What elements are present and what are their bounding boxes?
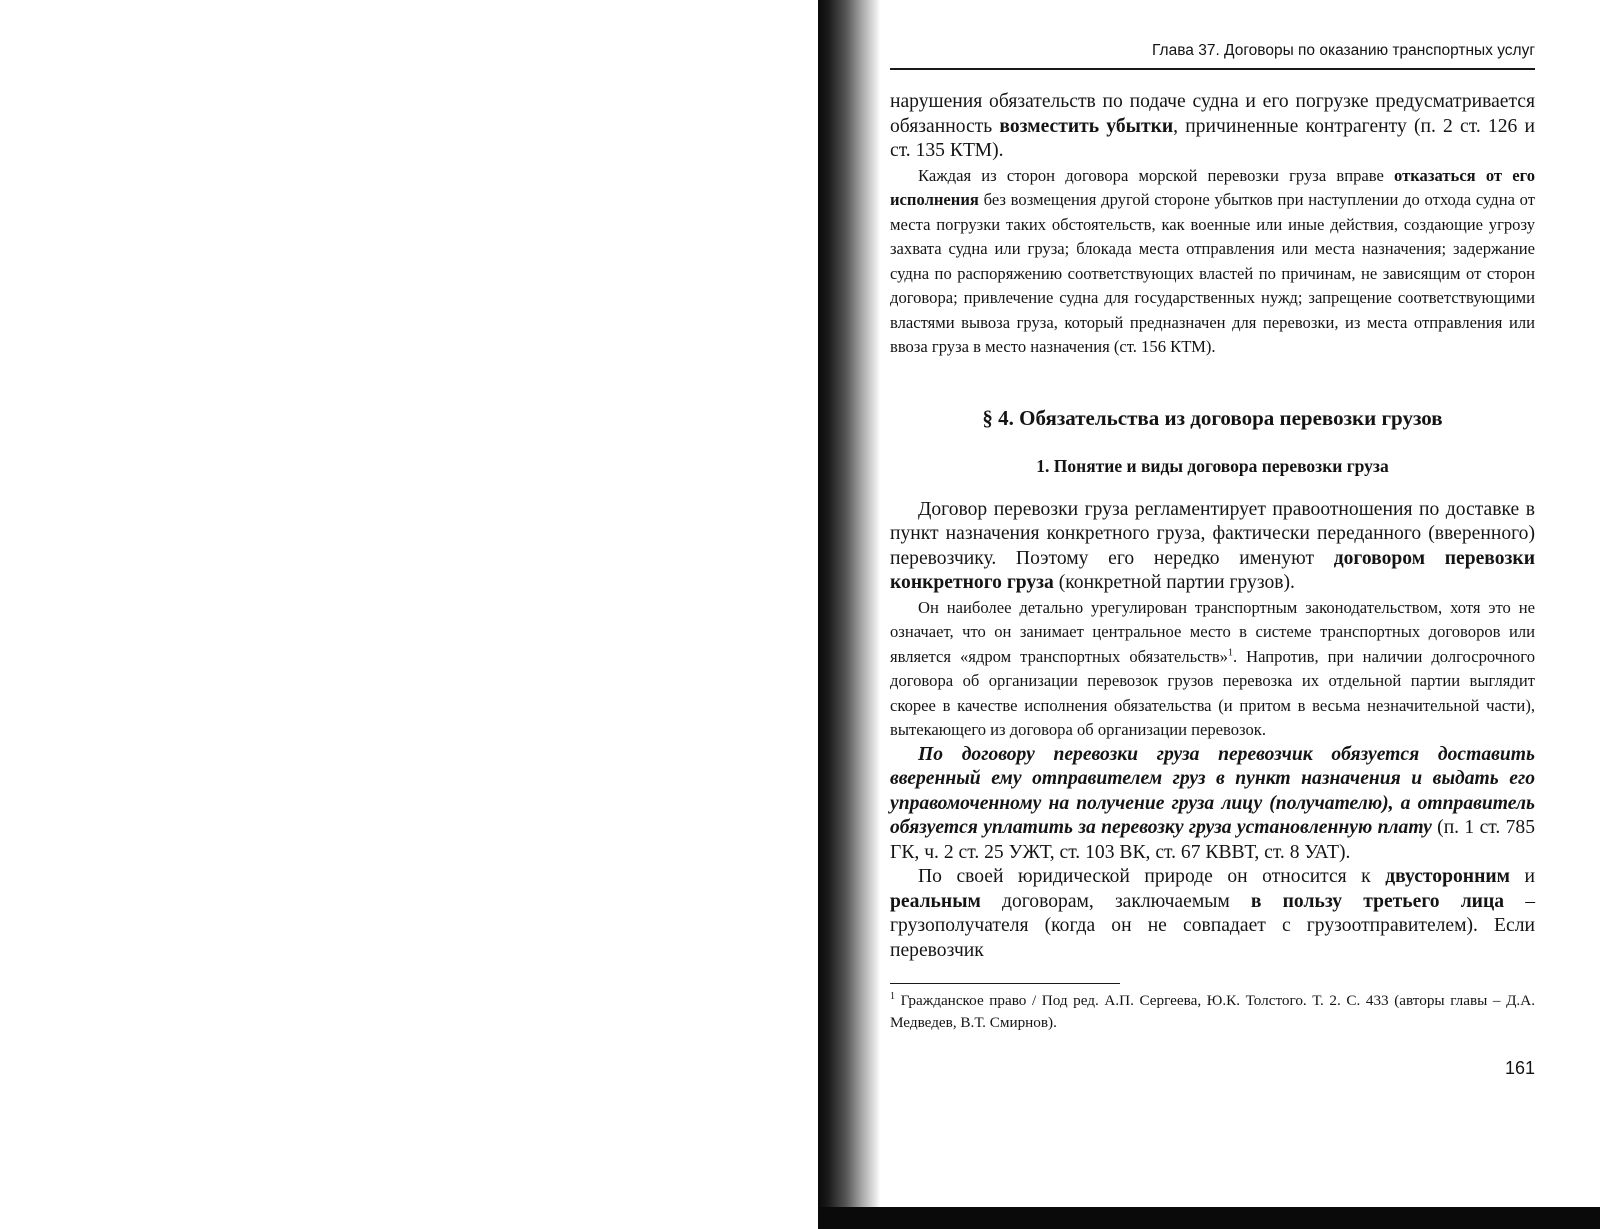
- text-run: и: [1510, 866, 1535, 887]
- paragraph-regulation: [890, 596, 1535, 743]
- footnote-text: Гражданское право / Под ред. А.П. Сергеева, Ю.К. Толстого. Т. 2. С. 433 (авторы главы – Д.А. Медведев, В.Т. Смирнов).: [890, 992, 1535, 1031]
- bold-term: двусторонним: [1385, 866, 1510, 887]
- paragraph-contract-intro: [890, 498, 1535, 596]
- text-run: . Напротив, при наличии долгосрочного договора об организации перевозок грузов перевозка их отдельной партии выглядит скорее в качестве исполнения обязательства (и притом в весьма незначительной части), вытекающего из договора об организации перевозок.: [890, 646, 1535, 739]
- text-run: Договор перевозки груза регламентирует правоотношения по доставке в пункт назначения конкретного груза, фактически переданного (вверенного) перевозчику. Поэтому его нередко именуют: [890, 498, 1535, 569]
- bold-term: договором перевозки конкретного груза: [890, 547, 1535, 593]
- text-run: нарушения обязательств по подаче судна и его погрузке предусматривается обязанность: [890, 91, 1535, 137]
- text-run: – грузополучателя (когда он не совпадает с грузоотправителем). Если перевозчик: [890, 890, 1535, 961]
- paragraph-definition: [890, 743, 1535, 866]
- paragraph-refusal-right: [890, 164, 1535, 360]
- bold-term: реальным: [890, 890, 981, 912]
- section-title: § 4. Обязательства из договора перевозки грузов: [982, 405, 1443, 430]
- bold-term: отказаться от его исполнения: [890, 165, 1535, 209]
- footnote: [890, 990, 1535, 1034]
- text-run: Каждая из сторон договора морской перевозки груза вправе: [918, 165, 1395, 185]
- footnote-divider: [890, 983, 1120, 984]
- text-run: (конкретной партии грузов).: [1053, 572, 1295, 593]
- book-spine-shadow: [818, 0, 880, 1229]
- scan-bottom-edge: [818, 1207, 1600, 1229]
- paragraph-continuation: [890, 90, 1535, 164]
- text-run: договорам, заключаемым: [980, 890, 1251, 912]
- text-run: , причиненные контрагенту (п. 2 ст. 126 и ст. 135 КТМ).: [890, 115, 1535, 161]
- page-number: 161: [1504, 1058, 1535, 1078]
- text-run: без возмещения другой стороне убытков при наступлении до отхода судна от места погрузки таких обстоятельств, как военные или иные действия, создающие угрозу захвата судна или груза; блокада места отправления или места назначения; задержание судна по распоряжению соответствующих властей по причинам, не зависящим от сторон договора; привлечение судна для государственных нужд; запрещение соответствующими властями вывоза груза, который предназначен для перевозки, из места отправления или ввоза груза в место назначения (ст. 156 КТМ).: [890, 190, 1535, 356]
- book-page: [890, 40, 1535, 1079]
- subsection-title: 1. Понятие и виды договора перевозки груза: [1036, 455, 1389, 476]
- bold-term: возместить убытки: [999, 115, 1174, 137]
- running-header: Глава 37. Договоры по оказанию транспортных услуг: [890, 40, 1535, 70]
- footnote-reference[interactable]: 1: [1227, 646, 1233, 658]
- definition-emphasis: По договору перевозки груза перевозчик обязуется доставить вверенный ему отправителем груз в пункт назначения и выдать его управомоченному на получение груза лицу (получателю), а отправитель обязуется уплатить за перевозку груза установленную плату: [890, 743, 1535, 838]
- bold-term: в пользу третьего лица: [1250, 890, 1505, 912]
- paragraph-legal-nature: [890, 865, 1535, 963]
- footnote-marker: 1: [890, 990, 895, 1002]
- text-run: Он наиболее детально урегулирован транспортным законодательством, хотя это не означает, что он занимает центральное место в системе транспортных договоров или является «ядром транспортных обязательств»: [890, 597, 1535, 666]
- text-run: (п. 1 ст. 785 ГК, ч. 2 ст. 25 УЖТ, ст. 103 ВК, ст. 67 КВВТ, ст. 8 УАТ).: [890, 817, 1536, 863]
- text-run: По своей юридической природе он относится к: [918, 866, 1386, 887]
